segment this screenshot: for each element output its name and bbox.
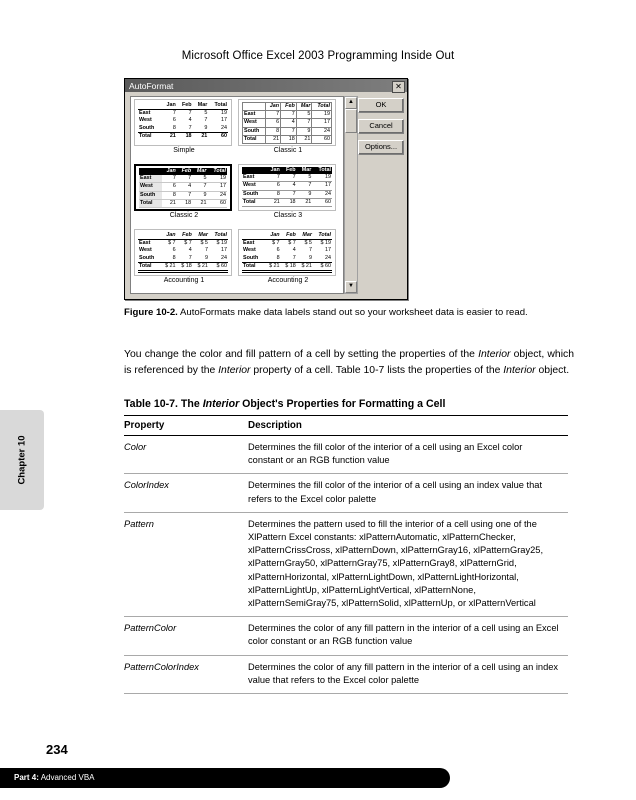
property-name-cell: PatternColorIndex	[124, 655, 248, 693]
interior-properties-table	[124, 415, 568, 694]
sample-table-row	[243, 135, 332, 143]
sample-table-header-cell: Mar	[297, 232, 313, 240]
footer-text	[14, 773, 95, 782]
sample-table-header-cell: Feb	[177, 102, 193, 110]
sample-table-cell: 17	[312, 182, 332, 190]
sample-preview	[238, 229, 336, 276]
sample-table-row	[243, 111, 332, 119]
sample-table-cell: 17	[325, 247, 331, 254]
sample-table-cell: 4	[188, 247, 192, 254]
sample-table-row	[242, 247, 332, 254]
sample-caption: Classic 1	[273, 147, 303, 154]
sample-table-header-cell: Mar	[192, 168, 207, 175]
autoformat-preview-list[interactable]	[130, 96, 344, 294]
sample-table-cell: 5	[297, 174, 313, 182]
sample-preview	[238, 99, 336, 146]
sample-table-header-cell	[138, 102, 161, 110]
sample-table-header-cell: Jan	[161, 102, 176, 110]
sample-table-cell: 21	[193, 132, 209, 140]
sample-table-cell: $ 19	[216, 240, 227, 247]
property-description-cell: Determines the fill color of the interior of a cell using an Excel color constant or an RGB function value	[248, 436, 568, 474]
sample-table-row	[242, 255, 332, 263]
sample-table-header-cell: Total	[312, 103, 332, 111]
sample-table-cell: 4	[188, 117, 192, 124]
sample-table-header-cell: Total	[208, 102, 228, 110]
sample-table-cell: East	[242, 174, 265, 182]
sample-table-cell: 18	[281, 135, 297, 143]
sample-table-cell: 19	[312, 174, 332, 182]
property-description-cell: Determines the color of any fill pattern in the interior of a cell using an Excel color constant or an RGB function value	[248, 617, 568, 655]
sample-table-header-cell: Total	[313, 232, 332, 240]
sample-caption: Accounting 2	[267, 277, 309, 284]
sample-table-cell: 6	[276, 247, 280, 254]
property-description-cell: Determines the fill color of the interior of a cell using an index value that refers to the Excel color palette	[248, 474, 568, 512]
sample-table-row	[139, 191, 227, 199]
paragraph-italic-2: Interior	[218, 365, 251, 376]
sample-table-header-cell: Jan	[265, 103, 280, 111]
sample-grid	[131, 97, 343, 293]
column-header-property: Property	[124, 416, 248, 436]
sample-table-cell: $ 21	[297, 262, 313, 271]
sample-table-row	[243, 119, 332, 127]
sample-table-row	[242, 182, 332, 190]
paragraph-italic-3: Interior	[503, 365, 536, 376]
sample-table-header-cell: Jan	[162, 168, 177, 175]
sample-table-cell: South	[139, 254, 155, 261]
sample-table-cell: 7	[172, 110, 176, 117]
sample-table-cell: South	[242, 190, 265, 198]
autoformat-dialog	[124, 78, 408, 300]
sample-table-row	[138, 247, 228, 254]
sample-table	[138, 102, 228, 140]
sample-table-cell: 21	[161, 132, 176, 140]
sample-table-cell: 6	[172, 117, 176, 124]
sample-table-cell: 5	[204, 110, 208, 117]
sample-preview	[238, 164, 336, 211]
chapter-thumb-tab	[0, 410, 44, 510]
body-paragraph	[124, 347, 574, 379]
figure-label: Figure 10-2.	[124, 307, 178, 318]
sample-table-cell: West	[243, 119, 266, 127]
sample-preview	[134, 99, 232, 146]
sample-table-cell: 8	[265, 127, 280, 135]
paragraph-part-1: You change the color and fill pattern of a cell by setting the properties of the	[124, 349, 479, 360]
sample-table-header-cell: Mar	[296, 103, 312, 111]
sample-table-cell: 21	[265, 198, 280, 206]
sample-table-cell: 24	[208, 191, 227, 199]
cancel-button[interactable]: Cancel	[358, 119, 404, 134]
sample-table-cell: West	[243, 247, 256, 254]
figure-caption-text: AutoFormats make data labels stand out so your worksheet data is easier to read.	[180, 307, 528, 318]
sample-table-cell: $ 7	[272, 240, 280, 247]
sample-table-cell: East	[139, 240, 151, 247]
sample-table-cell: 4	[281, 119, 297, 127]
sample-table-row	[139, 183, 227, 191]
close-icon[interactable]: ✕	[392, 81, 405, 93]
sample-table-cell: $ 7	[168, 240, 176, 247]
sample-table-header-cell: Feb	[281, 232, 297, 240]
sample-table-header-cell: Feb	[281, 167, 297, 174]
sample-table	[242, 102, 332, 144]
paragraph-italic-1: Interior	[478, 349, 511, 360]
sample-table-cell: 21	[265, 135, 280, 143]
sample-caption: Classic 2	[169, 212, 199, 219]
sample-table-header-cell: Mar	[193, 232, 209, 240]
paragraph-part-3: property of a cell. Table 10-7 lists the properties of the	[250, 365, 504, 376]
sample-table-cell: Total	[242, 198, 265, 206]
sample-table-cell: 9	[192, 191, 207, 199]
sample-table-cell: 21	[297, 198, 313, 206]
paragraph-part-4: object.	[535, 365, 570, 376]
sample-table-cell: 24	[312, 127, 332, 135]
sample-table-cell: 7	[188, 254, 192, 261]
sample-table-cell: $ 5	[200, 240, 208, 247]
sample-table-cell: 4	[281, 182, 297, 190]
sample-table-cell: 8	[265, 190, 280, 198]
sample-preview	[134, 164, 232, 211]
sample-table-cell: Total	[138, 132, 161, 140]
sample-table-header-cell: Jan	[265, 167, 280, 174]
sample-table-cell: 7	[297, 182, 313, 190]
sample-table-row	[242, 262, 332, 271]
sample-table-cell: 21	[162, 199, 177, 207]
property-name-cell: Color	[124, 436, 248, 474]
sample-table-cell: East	[243, 240, 255, 247]
dialog-title-bar	[125, 79, 407, 92]
sample-table-row	[138, 110, 228, 118]
sample-table-row	[138, 262, 228, 271]
sample-table-cell: 9	[204, 124, 208, 131]
scroll-thumb[interactable]	[345, 109, 357, 133]
sample-table	[138, 232, 228, 273]
sample-preview	[134, 229, 232, 276]
sample-table-cell: West	[139, 183, 162, 191]
sample-table-cell: 6	[265, 182, 280, 190]
sample-table-cell: 8	[172, 254, 176, 261]
sample-table-cell: 24	[325, 254, 331, 261]
options-button[interactable]: Options...	[358, 140, 404, 155]
scroll-up-icon[interactable]: ▲	[345, 97, 357, 109]
sample-table-cell: 60	[312, 135, 332, 143]
footer-part-label: Part 4:	[14, 773, 39, 782]
ok-button[interactable]: OK	[358, 98, 404, 113]
sample-table-cell: 19	[312, 111, 332, 119]
page-number: 234	[46, 742, 68, 757]
sample-table-cell: 18	[177, 132, 193, 140]
sample-table-cell: $ 5	[304, 240, 312, 247]
sample-caption: Simple	[173, 147, 195, 154]
sample-table-cell: 21	[296, 135, 312, 143]
sample-table-cell: 24	[221, 254, 227, 261]
table-head	[124, 416, 568, 436]
sample-table-cell: 6	[162, 183, 177, 191]
figure-caption	[124, 306, 574, 320]
sample-table-header-cell: Feb	[177, 168, 192, 175]
sample-table-cell: $ 21	[193, 262, 209, 271]
sample-table-cell: 60	[312, 198, 332, 206]
property-name-cell: PatternColor	[124, 617, 248, 655]
sample-table-header-cell: Total	[208, 168, 227, 175]
sample-table-cell: South	[243, 127, 266, 135]
sample-table-cell: South	[243, 254, 259, 261]
dialog-button-column	[358, 98, 402, 161]
table-title-italic: Interior	[202, 398, 240, 410]
sample-table-cell: 8	[162, 191, 177, 199]
sample-table-header-cell: Mar	[297, 167, 313, 174]
preview-scrollbar[interactable]	[344, 96, 358, 294]
sample-table-cell: 60	[208, 132, 228, 140]
scroll-down-icon[interactable]: ▼	[345, 281, 357, 293]
sample-caption: Classic 3	[273, 212, 303, 219]
property-description-cell: Determines the pattern used to fill the interior of a cell using one of the XlPattern Excel constants: xlPatternAutomatic, xlPatternChecker, xlPatternCrissCross, xlPatternDown, xlPatternGray16, xlPatternGray25, xlPatternGray50, xlPatternGray75, xlPatternGray8, xlPatternGrid, xlPatternHorizontal, xlPatternLightDown, xlPatternLightHorizontal, xlPatternLightUp, xlPatternLightVertical, xlPatternNone, xlPatternSemiGray75, xlPatternSolid, xlPatternUp, or xlPatternVertical	[248, 512, 568, 616]
sample-table-header-cell: Jan	[264, 232, 280, 240]
sample-table-cell: East	[139, 175, 162, 183]
sample-table-cell: 7	[281, 174, 297, 182]
table-row	[124, 617, 568, 655]
sample-table-cell: South	[139, 124, 155, 131]
sample-table-cell: $ 18	[281, 262, 297, 271]
property-name-cell: ColorIndex	[124, 474, 248, 512]
sample-table-cell: 7	[204, 117, 208, 124]
property-description-cell: Determines the color of any fill pattern in the interior of a cell using an index value that refers to the Excel color palette	[248, 655, 568, 693]
sample-table-cell: $ 7	[184, 240, 192, 247]
sample-table-cell: 21	[192, 199, 207, 207]
sample-table-row	[242, 174, 332, 182]
sample-caption: Accounting 1	[163, 277, 205, 284]
sample-table-header-cell	[242, 232, 264, 240]
sample-table-row	[138, 117, 228, 124]
sample-table-header-cell	[242, 167, 265, 174]
sample-table-cell: 7	[188, 110, 192, 117]
dialog-body	[125, 92, 407, 299]
sample-table-cell: 6	[172, 247, 176, 254]
sample-table-row	[139, 199, 227, 207]
sample-table-header-cell: Feb	[177, 232, 193, 240]
table-title-prefix: Table 10-7. The	[124, 398, 203, 410]
autoformat-sample[interactable]	[134, 164, 234, 224]
paragraph-part-2: object, which is referenced by the	[124, 349, 574, 376]
sample-table-cell: East	[243, 111, 266, 119]
footer-part-title: Advanced VBA	[40, 773, 95, 782]
sample-table-cell: 7	[204, 247, 208, 254]
sample-table-cell: 7	[296, 119, 312, 127]
sample-table-cell: 24	[312, 190, 332, 198]
autoformat-sample[interactable]	[238, 164, 338, 224]
table-row	[124, 512, 568, 616]
sample-table-cell: 7	[177, 175, 192, 183]
sample-table	[242, 167, 332, 207]
sample-table-cell: 5	[192, 175, 207, 183]
autoformat-sample[interactable]	[134, 229, 234, 289]
dialog-title-text: AutoFormat	[129, 80, 174, 91]
sample-table-cell: 7	[281, 111, 297, 119]
table-header-row	[124, 416, 568, 436]
sample-table	[139, 168, 227, 208]
sample-table-cell: East	[139, 110, 151, 117]
sample-table-cell: 24	[221, 124, 227, 131]
sample-table-header-cell	[138, 232, 160, 240]
sample-table-cell: 9	[297, 190, 313, 198]
property-name-cell: Pattern	[124, 512, 248, 616]
sample-table-cell: $ 21	[160, 262, 176, 271]
sample-table-cell: 17	[312, 119, 332, 127]
sample-table-cell: 18	[281, 198, 297, 206]
autoformat-sample[interactable]	[134, 99, 234, 159]
chapter-tab-label: Chapter 10	[16, 435, 28, 485]
sample-table-row	[242, 240, 332, 248]
sample-table-header-cell: Jan	[160, 232, 176, 240]
footer-bar	[0, 768, 450, 788]
sample-table-row	[242, 198, 332, 206]
sample-table-header-cell: Total	[312, 167, 332, 174]
sample-table-cell: 7	[292, 254, 296, 261]
table-body	[124, 436, 568, 694]
sample-table-cell: $ 18	[177, 262, 193, 271]
sample-table-cell: 4	[177, 183, 192, 191]
sample-table-cell: 8	[172, 124, 176, 131]
sample-table-cell: $ 19	[320, 240, 331, 247]
sample-table-cell: 9	[296, 127, 312, 135]
sample-table-header-cell: Mar	[193, 102, 209, 110]
sample-table-cell: 7	[281, 127, 297, 135]
sample-table-row	[138, 240, 228, 248]
sample-table-cell: 5	[296, 111, 312, 119]
sample-table-header-cell: Total	[209, 232, 228, 240]
sample-table-cell: 9	[204, 254, 208, 261]
autoformat-sample[interactable]	[238, 229, 338, 289]
sample-table-cell: $ 7	[288, 240, 296, 247]
sample-table-row	[138, 132, 228, 140]
sample-table-cell: 7	[162, 175, 177, 183]
sample-table-cell: 18	[177, 199, 192, 207]
sample-table-row	[242, 190, 332, 198]
sample-table	[242, 232, 332, 273]
sample-table-header-cell	[139, 168, 162, 175]
sample-table-row	[138, 255, 228, 263]
sample-table-cell: Total	[139, 199, 162, 207]
sample-table-header-cell	[243, 103, 266, 111]
sample-table-cell: 6	[265, 119, 280, 127]
sample-table-row	[139, 175, 227, 183]
table-title	[124, 398, 574, 410]
sample-table-cell: 8	[276, 254, 280, 261]
sample-table-cell: 7	[265, 174, 280, 182]
sample-table-cell: 7	[188, 124, 192, 131]
sample-table-cell: West	[139, 117, 152, 124]
sample-table-cell: $ 60	[209, 262, 228, 271]
sample-table-cell: $ 60	[313, 262, 332, 271]
sample-table-cell: 19	[208, 175, 227, 183]
sample-table-cell: 7	[192, 183, 207, 191]
sample-table-cell: 7	[281, 190, 297, 198]
running-head: Microsoft Office Excel 2003 Programming Inside Out	[181, 50, 455, 62]
sample-table-cell: Total	[243, 135, 266, 143]
sample-table-row	[138, 125, 228, 133]
table-row	[124, 436, 568, 474]
autoformat-sample[interactable]	[238, 99, 338, 159]
sample-table-row	[243, 127, 332, 135]
sample-table-cell: 17	[221, 247, 227, 254]
sample-table-cell: 17	[208, 183, 227, 191]
table-row	[124, 655, 568, 693]
sample-table-cell: 7	[177, 191, 192, 199]
sample-table-cell: 19	[221, 110, 227, 117]
sample-table-cell: 4	[292, 247, 296, 254]
sample-table-header-cell: Feb	[281, 103, 297, 111]
column-header-description: Description	[248, 416, 568, 436]
figure-autoformat-dialog	[124, 78, 408, 300]
table-title-suffix: Object's Properties for Formatting a Cell	[239, 398, 446, 410]
sample-table-cell: 60	[208, 199, 227, 207]
sample-table-cell: Total	[242, 262, 264, 271]
sample-table-cell: 7	[265, 111, 280, 119]
sample-table-cell: 9	[308, 254, 312, 261]
sample-table-cell: West	[242, 182, 265, 190]
sample-table-cell: Total	[138, 262, 160, 271]
sample-table-cell: 7	[308, 247, 312, 254]
sample-table-cell: West	[139, 247, 152, 254]
table-row	[124, 474, 568, 512]
sample-table-cell: South	[139, 191, 162, 199]
sample-table-cell: $ 21	[264, 262, 280, 271]
sample-table-cell: 17	[221, 117, 227, 124]
